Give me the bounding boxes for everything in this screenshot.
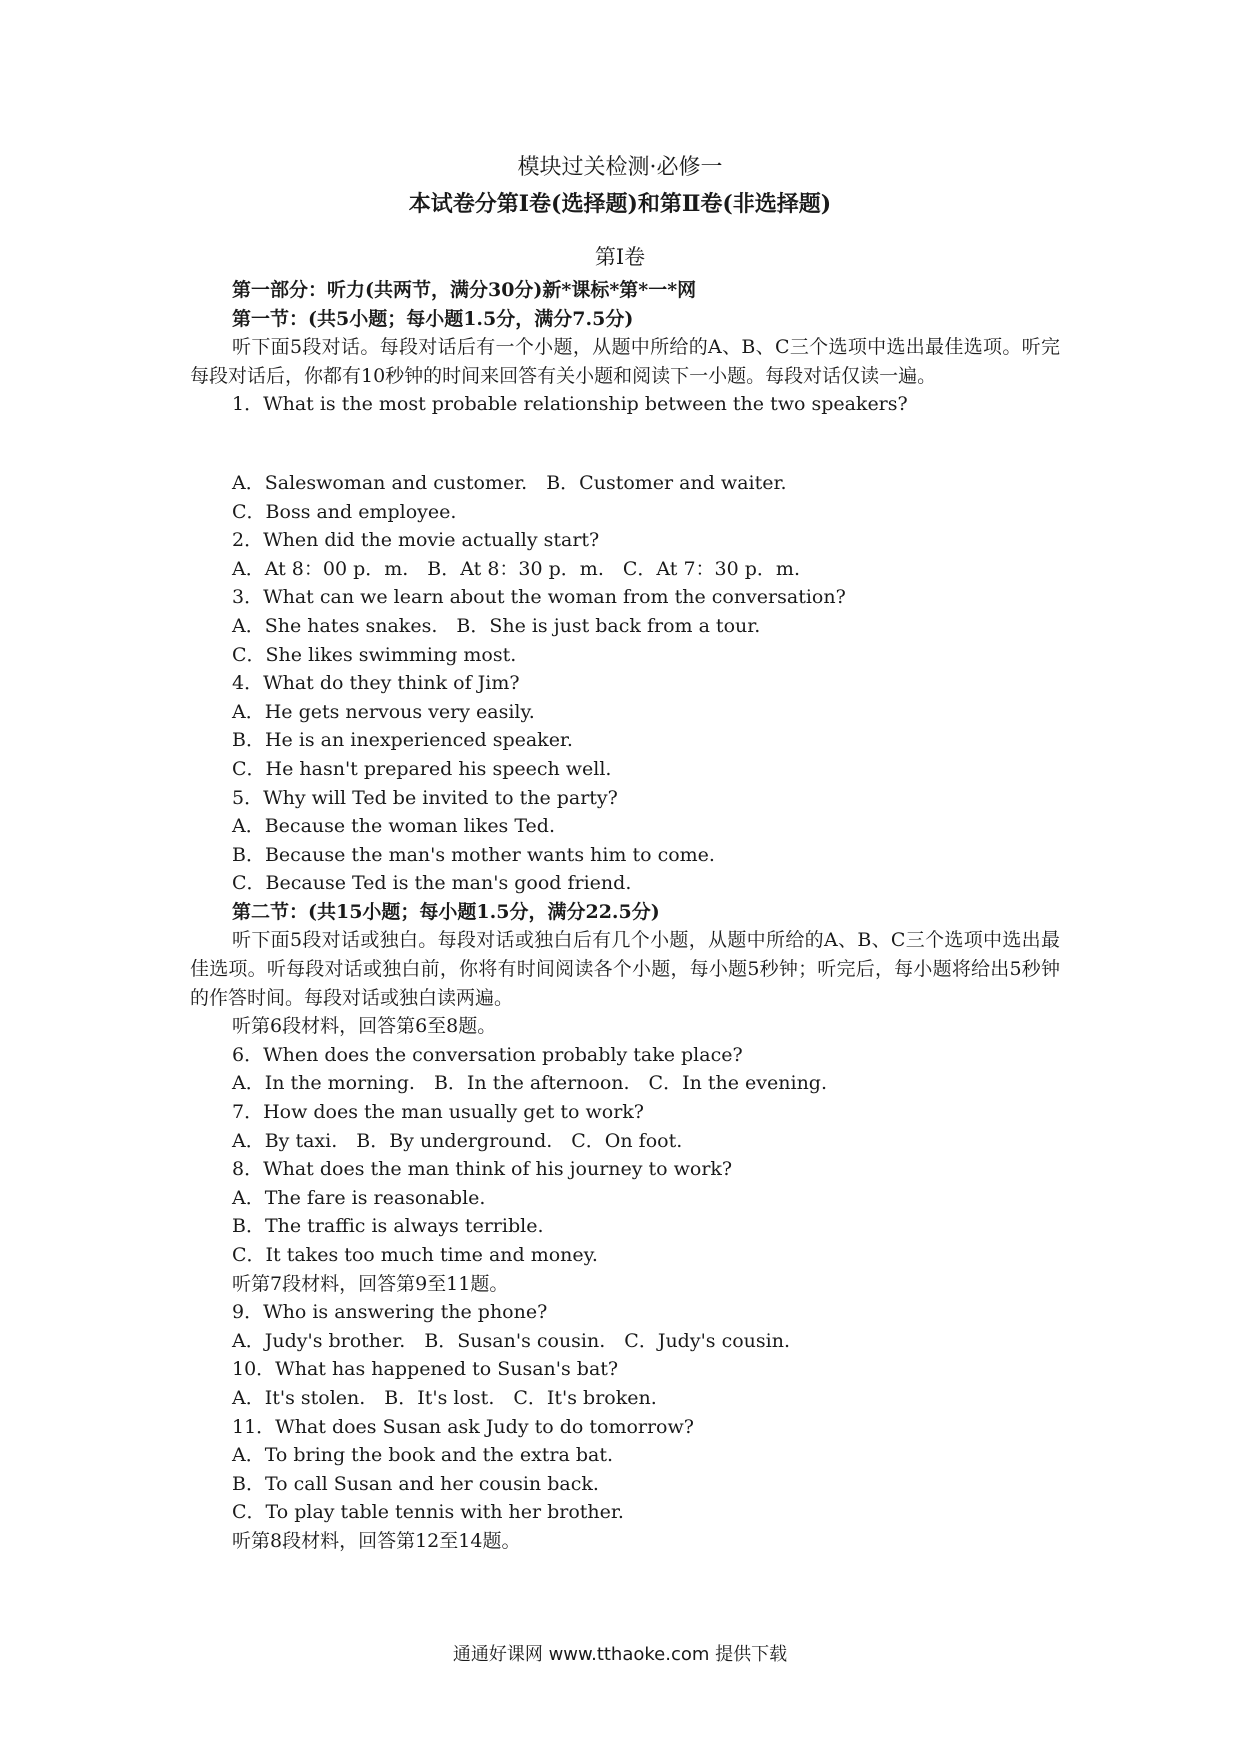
question-9: 9．Who is answering the phone? xyxy=(232,1301,548,1324)
question-3: 3．What can we learn about the woman from the conversation? xyxy=(232,586,846,609)
question-2: 2．When did the movie actually start? xyxy=(232,529,600,552)
section1-heading: 第一节：(共5小题；每小题1.5分，满分7.5分) xyxy=(232,307,634,330)
q6-options: A．In the morning. B．In the afternoon. C．In the evening. xyxy=(232,1072,828,1095)
q11-option-c: C．To play table tennis with her brother. xyxy=(232,1501,624,1524)
question-7: 7．How does the man usually get to work? xyxy=(232,1101,644,1124)
q7-options: A．By taxi. B．By underground. C．On foot. xyxy=(232,1129,683,1152)
material-7-heading: 听第7段材料，回答第9至11题。 xyxy=(232,1272,509,1295)
question-8: 8．What does the man think of his journey to work? xyxy=(232,1158,733,1181)
q4-option-a: A．He gets nervous very easily. xyxy=(232,700,535,723)
page-footer: 通通好课网 www.tthaoke.com 提供下载 xyxy=(452,1644,788,1665)
q8-option-a: A．The fare is reasonable. xyxy=(232,1186,486,1209)
q11-option-a: A．To bring the book and the extra bat. xyxy=(232,1444,614,1467)
answer-space xyxy=(190,419,1060,469)
q11-option-b: B．To call Susan and her cousin back. xyxy=(232,1472,599,1495)
section1-instructions: 听下面5段对话。每段对话后有一个小题，从题中所给的A、B、C三个选项中选出最佳选项。听完每段对话后，你都有10秒钟的时间来回答有关小题和阅读下一小题。每段对话仅读一遍。 xyxy=(190,336,1060,387)
question-1: 1．What is the most probable relationship between the two speakers? xyxy=(232,393,908,416)
part1-heading: 第一部分：听力(共两节，满分30分)新*课标*第*一*网 xyxy=(232,279,697,301)
q1-option-c: C．Boss and employee. xyxy=(232,500,457,523)
q3-option-c: C．She likes swimming most. xyxy=(232,643,517,666)
section2-heading: 第二节：(共15小题；每小题1.5分，满分22.5分) xyxy=(232,900,660,923)
q5-option-a: A．Because the woman likes Ted. xyxy=(232,815,555,838)
question-4: 4．What do they think of Jim? xyxy=(232,672,520,695)
exam-content xyxy=(190,276,1060,1556)
question-6: 6．When does the conversation probably take place? xyxy=(232,1043,743,1066)
question-10: 10．What has happened to Susan's bat? xyxy=(232,1358,619,1381)
q3-options-ab: A．She hates snakes. B．She is just back from a tour. xyxy=(232,614,761,637)
volume-heading: 第Ⅰ卷 xyxy=(594,245,646,269)
q5-option-b: B．Because the man's mother wants him to come. xyxy=(232,843,715,866)
q8-option-c: C．It takes too much time and money. xyxy=(232,1244,598,1266)
q5-option-c: C．Because Ted is the man's good friend. xyxy=(232,872,632,895)
q4-option-c: C．He hasn't prepared his speech well. xyxy=(232,757,612,780)
q10-options: A．It's stolen. B．It's lost. C．It's broken. xyxy=(232,1386,657,1409)
q4-option-b: B．He is an inexperienced speaker. xyxy=(232,729,573,752)
q8-option-b: B．The traffic is always terrible. xyxy=(232,1215,544,1238)
question-11: 11．What does Susan ask Judy to do tomorrow? xyxy=(232,1415,694,1438)
section2-instructions: 听下面5段对话或独白。每段对话或独白后有几个小题，从题中所给的A、B、C三个选项中选出最佳选项。听每段对话或独白前，你将有时间阅读各个小题，每小题5秒钟；听完后，每小题将给出5秒钟的作答时间。每段对话或独白读两遍。 xyxy=(190,929,1060,1009)
material-8-heading: 听第8段材料，回答第12至14题。 xyxy=(232,1529,521,1552)
exam-title: 模块过关检测·必修一 xyxy=(517,155,723,180)
q1-options-ab: A．Saleswoman and customer. B．Customer and waiter. xyxy=(232,471,787,494)
question-5: 5．Why will Ted be invited to the party? xyxy=(232,786,618,809)
material-6-heading: 听第6段材料，回答第6至8题。 xyxy=(232,1015,497,1038)
q9-options: A．Judy's brother. B．Susan's cousin. C．Judy's cousin. xyxy=(232,1329,791,1352)
q2-options: A．At 8：00 p．m. B．At 8：30 p．m. C．At 7：30 p．m. xyxy=(232,557,800,580)
exam-subtitle: 本试卷分第Ⅰ卷(选择题)和第Ⅱ卷(非选择题) xyxy=(408,191,832,217)
